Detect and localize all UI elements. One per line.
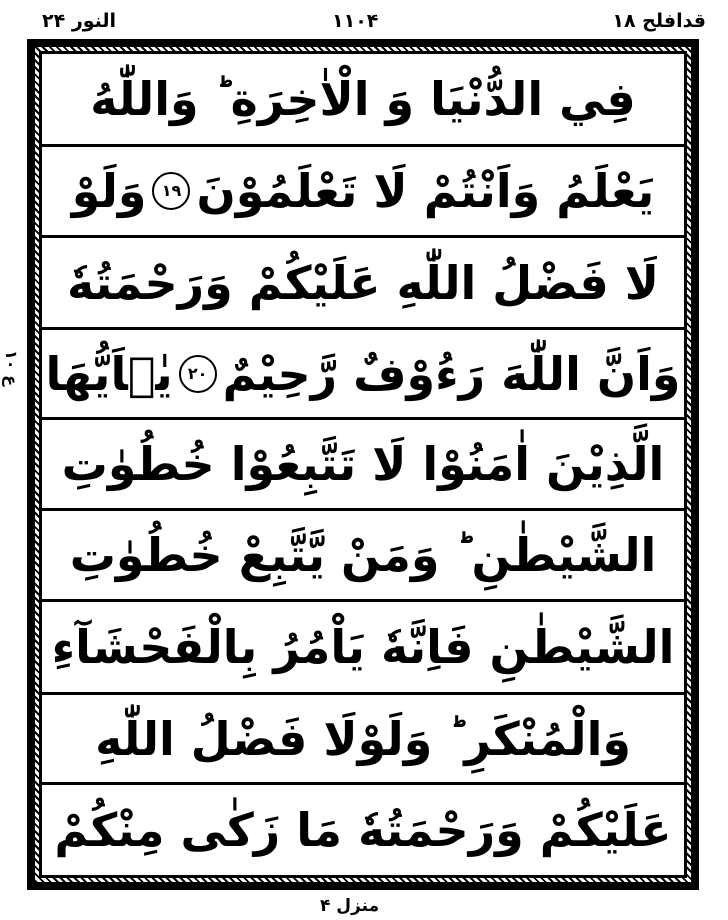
text-line [42,602,684,695]
line-text: لَا فَضْلُ اللّٰهِ عَلَيْكُمْ وَرَحْمَتُهٗ [66,255,660,310]
line-text: وَاَنَّ اللّٰهَ رَءُوْفٌ رَّحِيْمٌ [222,346,681,401]
text-line [42,147,684,238]
ayah-number-marker: ۱۹ [152,172,190,210]
line-text: يَعْلَمُ وَاَنْتُمْ لَا تَعْلَمُوْنَ [196,164,655,218]
text-line [42,785,684,875]
text-line [42,420,684,511]
page-number: ۱۱۰۴ [332,10,379,32]
line-text: فِي الدُّنْيَا وَ الْاٰخِرَةِ ؕ وَاللّٰهُ [90,72,636,126]
text-line [42,511,684,602]
text-line [42,695,684,785]
line-text: عَلَيْكُمْ وَرَحْمَتُهٗ مَا زَكٰى مِنْكُمْ [54,803,672,857]
header-right: قدافلح ۱۸ [612,10,706,32]
line-text: الَّذِيْنَ اٰمَنُوْا لَا تَتَّبِعُوْا خُطُوٰتِ [61,437,665,491]
line-text-after: وَلَوْ [71,164,147,218]
text-panel [39,51,687,878]
margin-note: ع ۱۰ [2,350,21,387]
text-line [42,330,684,420]
header-left: النور ۲۴ [42,10,117,32]
line-text-after: يٰۤاَيُّهَا [45,346,173,401]
footer-manzil: منزل ۴ [320,896,380,916]
text-line [42,238,684,330]
line-text: وَالْمُنْكَرِ ؕ وَلَوْلَا فَضْلُ اللّٰهِ [95,711,631,766]
line-text: الشَّيْطٰنِ ؕ وَمَنْ يَّتَّبِعْ خُطُوٰتِ [69,528,657,582]
text-line [42,54,684,147]
ayah-number-marker: ۲۰ [179,355,217,393]
line-text: الشَّيْطٰنِ فَاِنَّهٗ يَاْمُرُ بِالْفَحْشَآءِ [51,620,675,674]
